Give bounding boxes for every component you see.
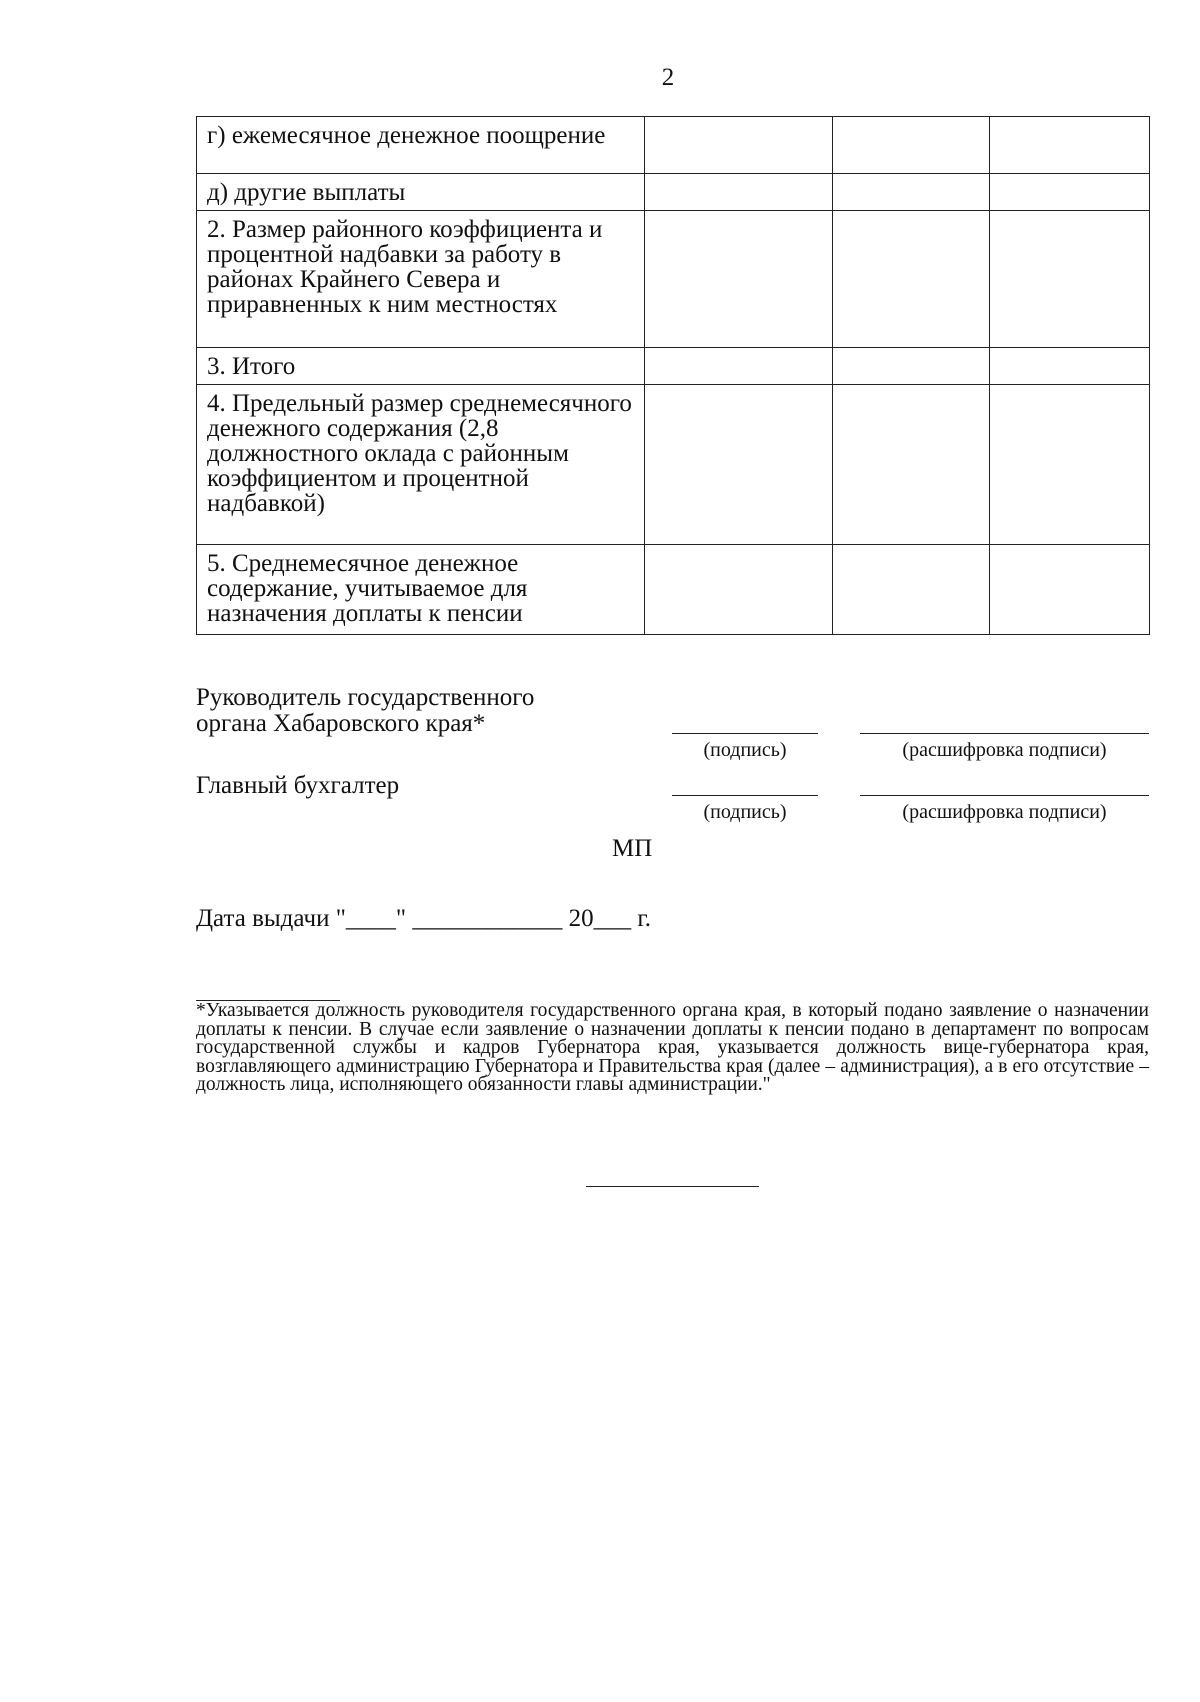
table-cell bbox=[645, 174, 833, 211]
table-row bbox=[197, 211, 1150, 348]
head-signatory-label bbox=[196, 685, 534, 737]
row-label-total: 3. Итого bbox=[197, 348, 645, 385]
table-cell bbox=[833, 117, 990, 174]
head-signature-line bbox=[672, 733, 818, 734]
row-label-monthly-bonus: г) ежемесячное денежное поощрение bbox=[197, 117, 645, 174]
table-cell bbox=[990, 211, 1150, 348]
head-signature-caption: (подпись) bbox=[703, 739, 787, 761]
row-label-regional-coefficient: 2. Размер районного коэффициента и процентной надбавки за работу в районах Крайнего Севера и приравненных к ним местностях bbox=[197, 211, 645, 348]
table-cell bbox=[645, 545, 833, 635]
head-title-line2: органа Хабаровского края* bbox=[196, 710, 486, 737]
table-row bbox=[197, 117, 1150, 174]
head-title-line1: Руководитель государственного bbox=[196, 684, 535, 711]
row-label-other-payments: д) другие выплаты bbox=[197, 174, 645, 211]
issue-date: Дата выдачи "____" ____________ 20___ г. bbox=[196, 905, 652, 932]
row-label-average-allowance: 5. Среднемесячное денежное содержание, учитываемое для назначения доплаты к пенсии bbox=[197, 545, 645, 635]
head-decoding-line bbox=[860, 733, 1149, 734]
table-cell bbox=[645, 117, 833, 174]
table-cell bbox=[645, 211, 833, 348]
table-row bbox=[197, 174, 1150, 211]
table-cell bbox=[645, 348, 833, 385]
page-number: 2 bbox=[661, 64, 675, 91]
table-cell bbox=[833, 385, 990, 545]
table-cell bbox=[645, 385, 833, 545]
row-label-max-allowance: 4. Предельный размер среднемесячного денежного содержания (2,8 должностного оклада с районным коэффициентом и процентной надбавкой) bbox=[197, 385, 645, 545]
table-cell bbox=[833, 174, 990, 211]
table-cell bbox=[990, 545, 1150, 635]
table-row bbox=[197, 348, 1150, 385]
accountant-signature-line bbox=[672, 795, 818, 796]
accountant-decoding-line bbox=[860, 795, 1149, 796]
end-rule bbox=[586, 1186, 759, 1187]
form-table bbox=[196, 116, 1150, 635]
table-cell bbox=[990, 117, 1150, 174]
table-cell bbox=[990, 174, 1150, 211]
chief-accountant-label: Главный бухгалтер bbox=[196, 772, 400, 799]
table-cell bbox=[833, 545, 990, 635]
table-cell bbox=[833, 348, 990, 385]
table-cell bbox=[990, 348, 1150, 385]
table-row bbox=[197, 385, 1150, 545]
table-cell bbox=[833, 211, 990, 348]
table-row bbox=[197, 545, 1150, 635]
head-decoding-caption: (расшифровка подписи) bbox=[902, 739, 1107, 761]
footnote-text: *Указывается должность руководителя государственного органа края, в который подано заявление о назначении доплаты к пенсии. В случае если заявление о назначении доплаты к пенсии подано в департамент по вопросам государственной службы и кадров Губернатора края, указывается должность вице-губернатора края, возглавляющего администрацию Губернатора и Правительства края (далее – администрация), а в его отсутствие – должность лица, исполняющего обязанности главы администрации." bbox=[196, 1000, 1149, 1095]
accountant-signature-caption: (подпись) bbox=[703, 801, 787, 823]
accountant-decoding-caption: (расшифровка подписи) bbox=[902, 801, 1107, 823]
stamp-place: МП bbox=[612, 835, 653, 862]
table-cell bbox=[990, 385, 1150, 545]
